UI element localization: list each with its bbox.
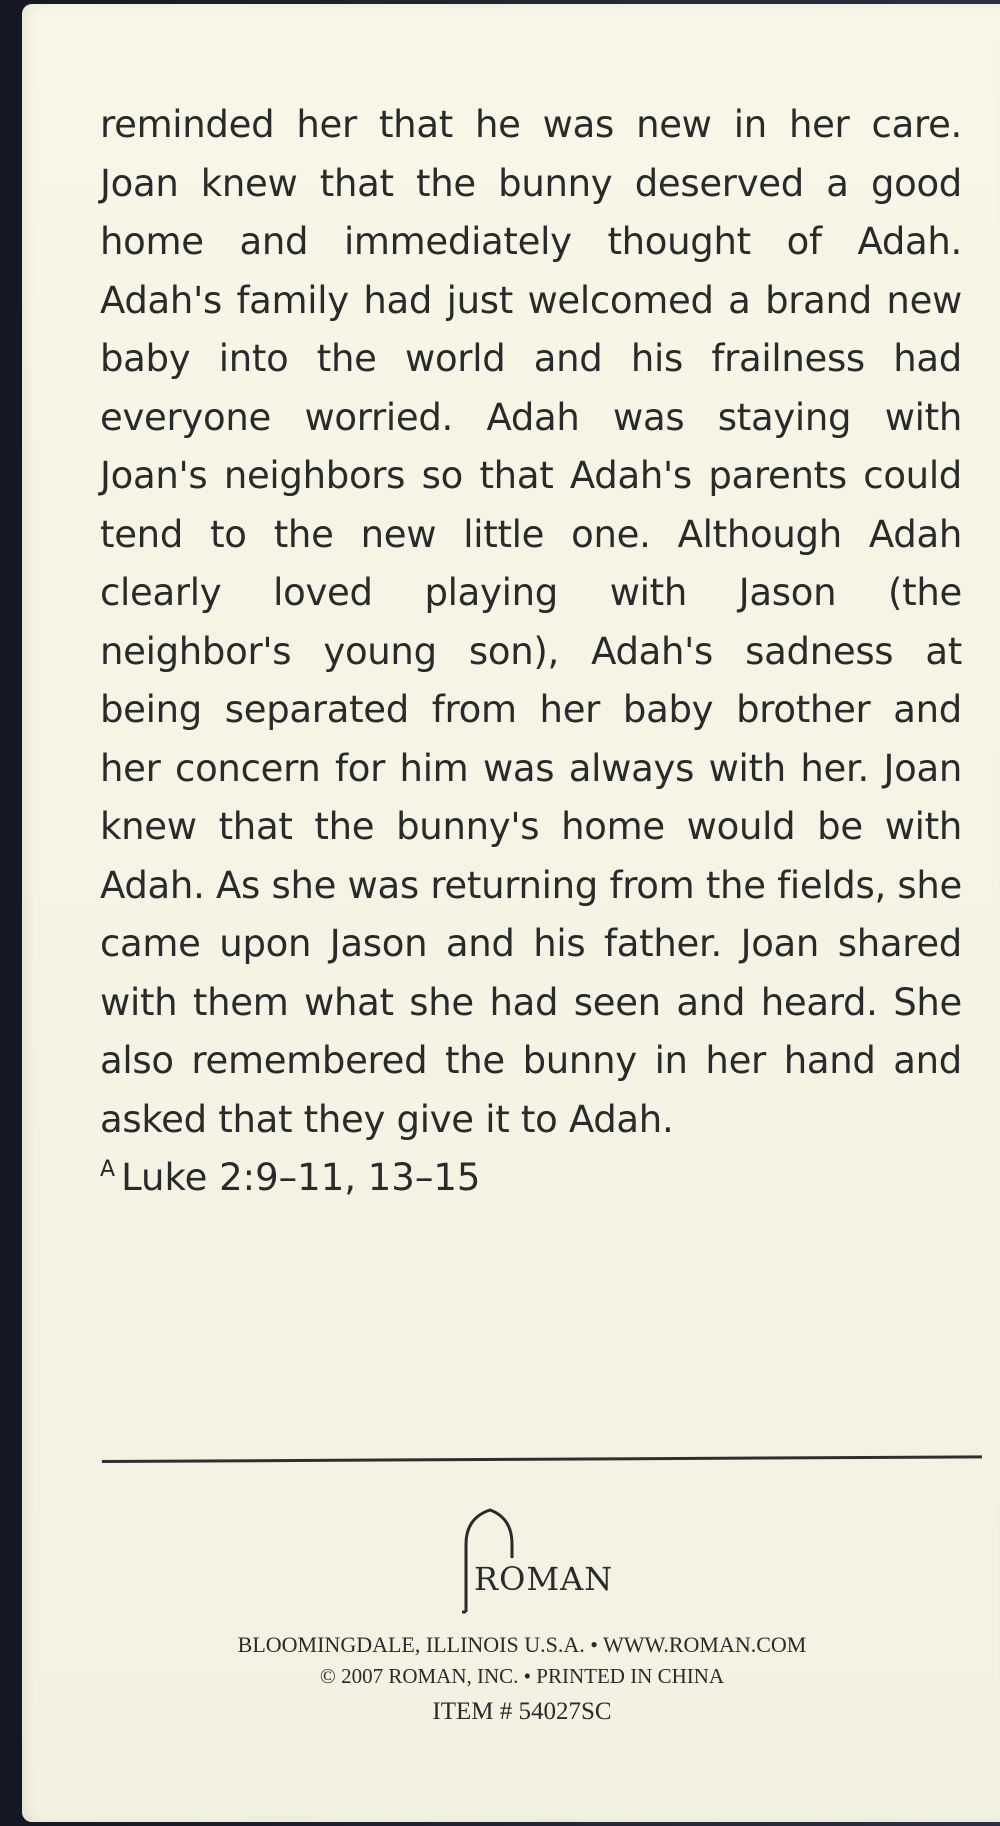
card [22,4,1000,1822]
publisher-address: BLOOMINGDALE, ILLINOIS U.S.A. • WWW.ROMAN.COM [237,1632,807,1657]
footnote-marker: A [100,1157,116,1182]
roman-logo [448,1504,648,1614]
citation: Luke 2:9–11, 13–15 [121,1156,481,1199]
logo-wordmark: ROMAN [474,1560,614,1598]
story-text: reminded her that he was new in her care. Joan knew that the bunny deserved a good home and immediately thought of Adah. Adah's family had just welcomed a brand new baby into the world and his frailness had everyone worried. Adah was staying with Joan's neighbors so that Adah's parents could tend to the new little one. Although Adah clearly loved playing with Jason (the neighbor's young son), Adah's sadness at being separated from her baby brother and her concern for him was always with her. Joan knew that the bunny's home would be with Adah. As she was returning from the fields, she came upon Jason and his father. Joan shared with them what she had seen and heard. She also remembered the bunny in her hand and asked that they give it to Adah. [100,103,962,1141]
item-number: ITEM # 54027SC [432,1698,612,1725]
scripture-reference [100,1156,480,1199]
divider-line [102,1455,982,1463]
copyright-line: © 2007 ROMAN, INC. • PRINTED IN CHINA [319,1664,725,1688]
